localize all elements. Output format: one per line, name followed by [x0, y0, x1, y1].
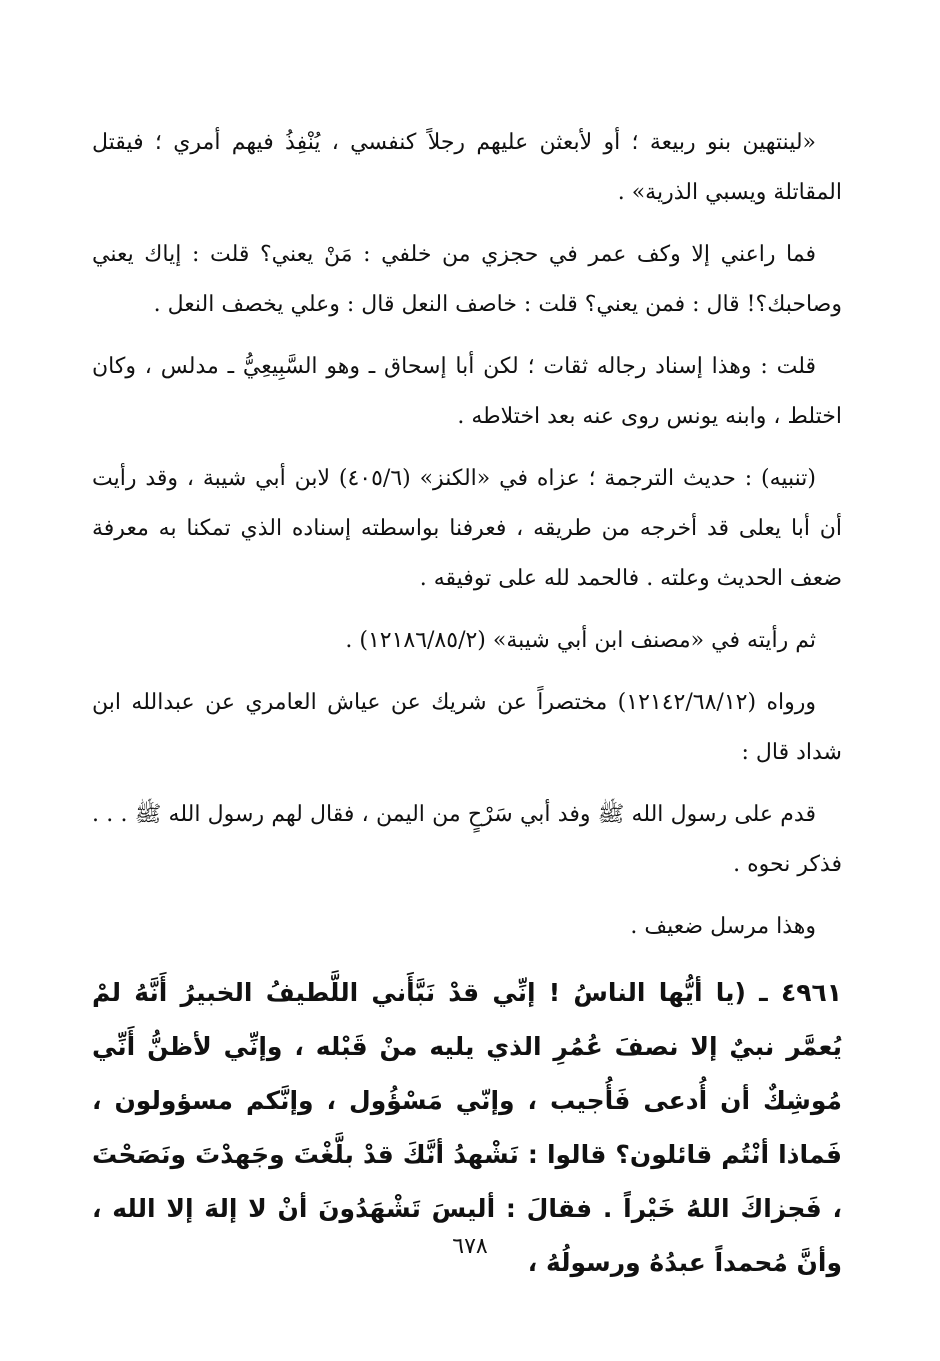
page-number: ٦٧٨	[452, 1234, 488, 1259]
page-body	[92, 118, 842, 1290]
isnad-comment-paragraph: قلت : وهذا إسناد رجاله ثقات ؛ لكن أبا إسحاق ـ وهو السَّبِيعِيُّ ـ مدلس ، وكان اختلط ، وابنه يونس روى عنه بعد اختلاطه .	[92, 354, 842, 429]
narration-paragraph: فما راعني إلا وكف عمر في حجزي من خلفي : مَنْ يعني؟ قلت : إياك يعني وصاحبك؟! قال : فمن يعني؟ قلت : خاصف النعل قال : وعلي يخصف النعل .	[92, 242, 842, 317]
hadith-text: ٤٩٦١ ـ (يا أيُّها الناسُ ! إنِّي قدْ نَبَّأَني اللَّطيفُ الخبيرُ أَنَّهُ لمْ يُعمَّر نبيٌ إلا نصفَ عُمُرِ الذي يليه منْ قَبْله ، وإنِّي لأظنُّ أَنِّي مُوشِكٌ أن أُدعى فَأُجيب ، وإنّي مَسْؤُول ، وإنَّكم مسؤولون ، فَماذا أنْتُم قائلون؟ قالوا : نَشْهدُ أنَّكَ قدْ بلَّغْتَ وجَهدْتَ ونَصَحْتَ ، فَجزاكَ اللهُ خَيْراً . فقالَ : أليسَ تَشْهَدُونَ أنْ لا إلهَ إلا الله ، وأنَّ مُحمداً عبدُهُ ورسولُهُ ،	[92, 978, 842, 1277]
source-paragraph: ثم رأيته في «مصنف ابن أبي شيبة» (١٢١٨٦/٨٥/٢) .	[345, 628, 816, 653]
quote-paragraph: «لينتهين بنو ربيعة ؛ أو لأبعثن عليهم رجلاً كنفسي ، يُنْفِذُ فيهم أمري ؛ فيقتل المقاتلة ويسبي الذرية» .	[92, 130, 842, 205]
mursal-text-paragraph: قدم على رسول الله ﷺ وفد أبي سَرْحٍ من اليمن ، فقال لهم رسول الله ﷺ . . . فذكر نحوه .	[92, 802, 842, 877]
riwaya-paragraph: ورواه (١٢١٤٢/٦٨/١٢) مختصراً عن شريك عن عياش العامري عن عبدالله ابن شداد قال :	[92, 690, 842, 765]
grading-paragraph: وهذا مرسل ضعيف .	[630, 914, 816, 939]
note-paragraph: (تنبيه) : حديث الترجمة ؛ عزاه في «الكنز» (٤٠٥/٦) لابن أبي شيبة ، وقد رأيت أن أبا يعلى قد أخرجه من طريقه ، فعرفنا بواسطته إسناده الذي تمكنا به معرفة ضعف الحديث وعلته . فالحمد لله على توفيقه .	[92, 466, 842, 591]
